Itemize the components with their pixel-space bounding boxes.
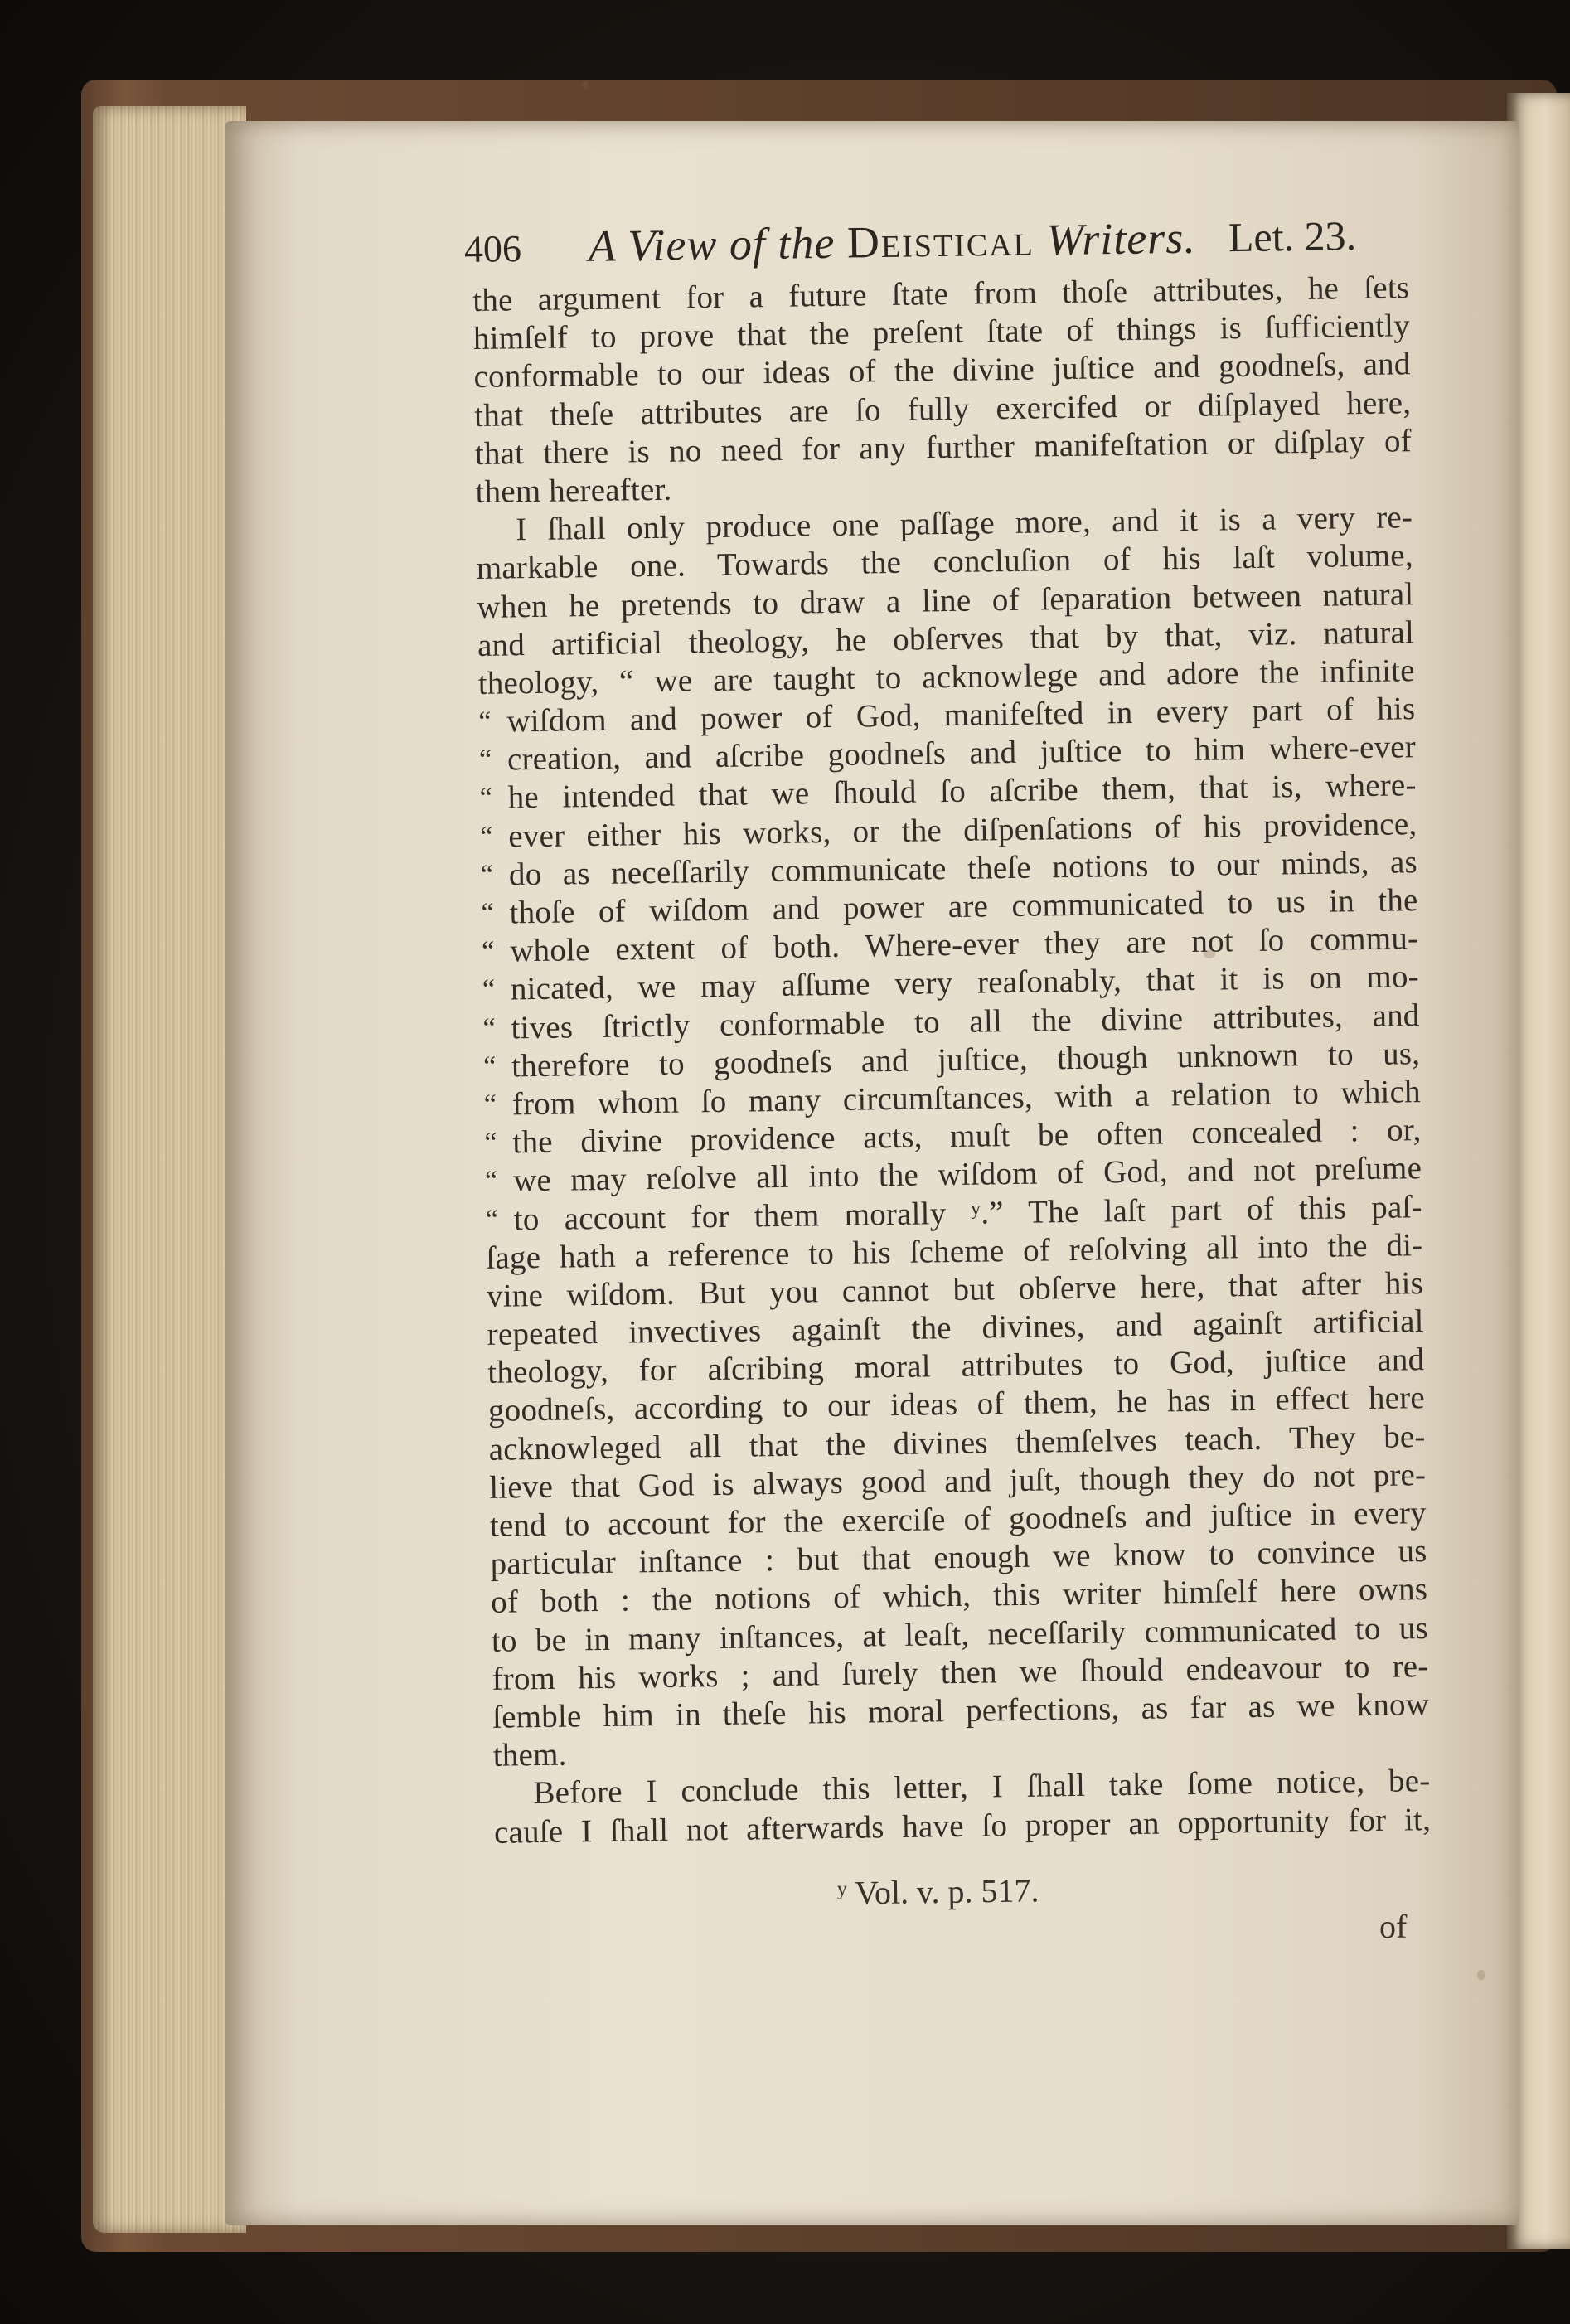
text-line: “ therefore to goodneſs and juſtice, though unknown to us, [483,1035,1421,1086]
title-prefix: A View of the [588,217,836,271]
text-line: conformable to our ideas of the divine juſtice and goodneſs, and [473,346,1411,395]
text-line: ſemble him in theſe his moral perfections, as far as we know [492,1686,1430,1735]
text-line: “ we may reſolve all into the wiſdom of God, and not preſume [485,1149,1422,1201]
text-line: “ to account for them morally ʸ.” The laſt part of this paſ- [485,1188,1422,1240]
text-line: markable one. Towards the concluſion of his laſt volume, [476,537,1414,587]
text-line: goodneſs, according to our ideas of them, he has in effect here [487,1380,1426,1429]
text-line: “ thoſe of wiſdom and power are communicated to us in the [481,881,1418,933]
text-line: theology, for aſcribing moral attributes to God, juſtice and [487,1342,1425,1391]
text-line: himſelf to prove that the preſent ſtate of things is ſufficiently [472,308,1411,357]
text-line: “ do as neceſſarily communicate theſe notions to our minds, as [481,843,1418,895]
text-line: them. [492,1736,567,1773]
text-line: “ creation, and aſcribe goodneſs and juſtice to him where-ever [479,728,1417,779]
text-line: “ ever either his works, or the diſpenſations of his providence, [480,805,1417,856]
footnote: ʸ Vol. v. p. 517. [836,1871,1039,1912]
body-text [472,269,1431,1851]
text-line: that theſe attributes are ſo fully exercifed or diſplayed here, [473,384,1412,434]
text-line: particular inſtance : but that enough we know to convince us [490,1533,1427,1583]
title-smallcaps: Deistical [846,215,1035,268]
text-line: ſage hath a reference to his ſcheme of reſolving all into the di- [486,1226,1423,1276]
running-title [588,212,1196,272]
text-line: “ wiſdom and power of God, manifeſted in every part of his [478,690,1416,741]
title-suffix: Writers. [1045,212,1197,265]
text-line: and artificial theology, he obſerves that by that, viz. natural [477,614,1415,663]
text-line: theology, “ we are taught to acknowlege and adore the infinite [477,653,1415,701]
catchword: of [1379,1908,1408,1945]
text-line: acknowleged all that the divines themſelves teach. They be- [488,1418,1426,1468]
text-line: to be in many inſtances, at leaſt, neceſſarily communicated to us [491,1609,1429,1659]
text-line: them hereafter. [475,471,672,510]
text-line: I ſhall only produce one paſſage more, and it is a very re- [515,499,1413,548]
text-line: lieve that God is always good and juſt, though they do not pre- [489,1456,1427,1506]
text-line: of both : the notions of which, this writer himſelf here owns [490,1571,1428,1621]
text-line: “ from whom ſo many circumſtances, with a relation to which [484,1073,1422,1124]
text-line: “ he intended that we ſhould ſo aſcribe them, that is, where- [479,767,1417,818]
text-line: cauſe I ſhall not afterwards have ſo proper an opportunity for it, [493,1801,1432,1851]
text-line: from his works ; and ſurely then we ſhould endeavour to re- [492,1647,1429,1697]
text-line: tend to account for the exerciſe of goodneſs and juſtice in every [489,1495,1427,1544]
page-edges-stack [93,106,246,2233]
text-line: “ whole extent of both. Where-ever they are not ſo commu- [482,919,1419,971]
text-line: the argument for a future ſtate from thoſe attributes, he ſets [472,269,1410,318]
text-line: Before I conclude this letter, I ſhall take ſome notice, be- [533,1763,1431,1812]
text-line: repeated invectives againſt the divines, and againſt artificial [487,1303,1424,1352]
letter-reference: Let. 23. [1228,211,1357,261]
text-line: “ tives ſtrictly conformable to all the divine attributes, and [482,997,1420,1048]
text-line: “ the divine providence acts, muſt be often concealed : or, [484,1111,1422,1162]
page-number: 406 [463,227,522,270]
text-line: when he pretends to draw a line of ſeparation between natural [477,575,1414,625]
text-line: that there is no need for any further manifeſtation or diſplay of [474,422,1413,472]
text-line: vine wiſdom. But you cannot but obſerve here, that after his [486,1264,1424,1314]
text-line: “ nicated, we may aſſume very reaſonably, that it is on mo- [482,958,1420,1010]
